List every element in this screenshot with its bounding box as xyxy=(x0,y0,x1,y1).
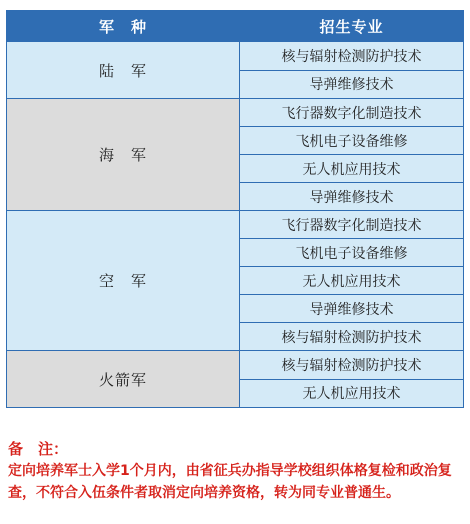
notes-text: 定向培养军士入学1个月内，由省征兵办指导学校组织体格复检和政治复查，不符合入伍条件者取消定向培养资格，转为同专业普通生。 xyxy=(8,463,452,501)
major-cell: 飞机电子设备维修 xyxy=(240,127,464,155)
major-cell: 核与辐射检测防护技术 xyxy=(240,351,464,380)
major-cell: 导弹维修技术 xyxy=(240,70,464,99)
major-cell: 核与辐射检测防护技术 xyxy=(240,323,464,351)
major-cell: 导弹维修技术 xyxy=(240,295,464,323)
major-cell: 飞行器数字化制造技术 xyxy=(240,99,464,127)
major-cell: 导弹维修技术 xyxy=(240,183,464,211)
branch-cell-navy: 海 军 xyxy=(7,99,240,211)
table-row xyxy=(7,211,464,239)
branch-cell-rocketforce: 火箭军 xyxy=(7,351,240,408)
table-row xyxy=(7,351,464,380)
branch-cell-army: 陆 军 xyxy=(7,42,240,99)
notes-title: 备 注： xyxy=(8,440,69,458)
major-cell: 飞行器数字化制造技术 xyxy=(240,211,464,239)
header-major: 招生专业 xyxy=(240,11,464,42)
notes-section xyxy=(8,438,464,504)
major-cell: 无人机应用技术 xyxy=(240,155,464,183)
table-header-row xyxy=(7,11,464,42)
branch-cell-airforce: 空 军 xyxy=(7,211,240,351)
table-row xyxy=(7,42,464,71)
table-row xyxy=(7,99,464,127)
major-cell: 核与辐射检测防护技术 xyxy=(240,42,464,71)
major-table xyxy=(6,10,464,408)
header-branch: 军 种 xyxy=(7,11,240,42)
major-table-container xyxy=(6,10,464,408)
major-cell: 无人机应用技术 xyxy=(240,267,464,295)
major-cell: 飞机电子设备维修 xyxy=(240,239,464,267)
major-cell: 无人机应用技术 xyxy=(240,379,464,408)
